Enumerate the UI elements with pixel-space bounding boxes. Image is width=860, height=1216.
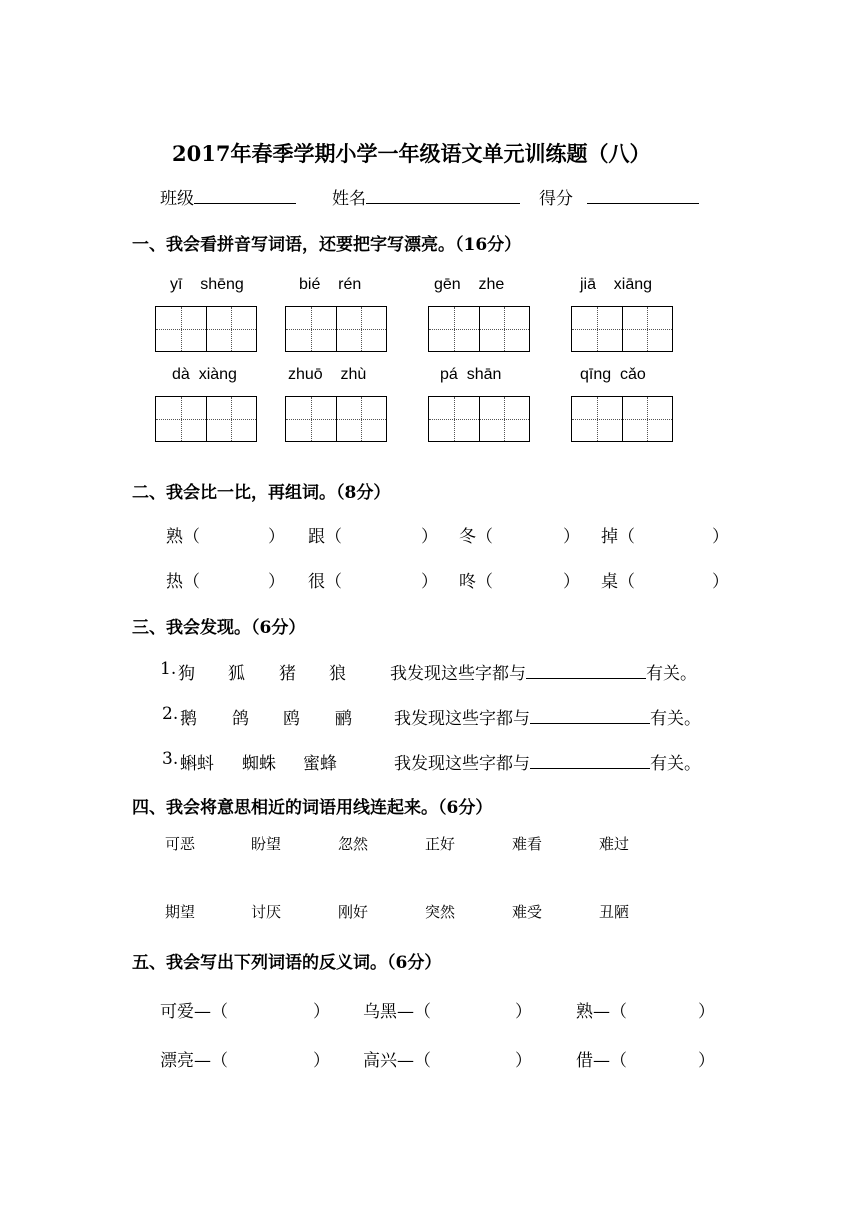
- section3-heading: 三、我会发现。（6分）: [132, 618, 306, 638]
- discover-num: 1.: [160, 659, 177, 679]
- match-word-bottom[interactable]: 讨厌: [251, 903, 282, 921]
- pinyin-1-3: gēn zhe: [434, 276, 505, 293]
- writing-grid[interactable]: [428, 306, 530, 352]
- answer-blank[interactable]: [530, 751, 650, 769]
- discover-word: 鹅: [180, 709, 197, 729]
- answer-close: ）: [313, 1051, 330, 1071]
- match-word-bottom[interactable]: 刚好: [338, 903, 369, 921]
- match-word-top[interactable]: 盼望: [251, 835, 282, 853]
- antonym-item: 乌黑—（: [363, 1002, 431, 1022]
- answer-close: ）: [313, 1002, 330, 1022]
- section1-heading: 一、我会看拼音写词语，还要把字写漂亮。（16分）: [132, 235, 522, 255]
- compare-item: 热（: [166, 572, 200, 592]
- discover-word: 狼: [329, 664, 346, 684]
- discover-word: 鸽: [232, 709, 249, 729]
- discover-num: 3.: [162, 749, 179, 769]
- answer-close: ）: [698, 1002, 715, 1022]
- pinyin-2-4: qīng cǎo: [580, 366, 646, 383]
- section2-heading: 二、我会比一比，再组词。（8分）: [132, 483, 391, 503]
- writing-grid[interactable]: [155, 306, 257, 352]
- antonym-item: 可爱—（: [160, 1002, 228, 1022]
- answer-blank[interactable]: [526, 661, 646, 679]
- score-blank[interactable]: [587, 186, 699, 204]
- compare-item: 桌（: [601, 572, 635, 592]
- pinyin-2-1: dà xiàng: [172, 366, 237, 383]
- answer-close: ）: [421, 527, 438, 547]
- name-blank[interactable]: [366, 186, 520, 204]
- antonym-item: 高兴—（: [363, 1051, 431, 1071]
- answer-close: ）: [698, 1051, 715, 1071]
- discover-word: 蜜蜂: [303, 754, 337, 774]
- discover-word: 鸥: [283, 709, 300, 729]
- discover-word: 鹂: [335, 709, 352, 729]
- pinyin-1-2: bié rén: [299, 276, 362, 293]
- compare-item: 冬（: [459, 527, 493, 547]
- answer-close: ）: [268, 527, 285, 547]
- match-word-top[interactable]: 难过: [599, 835, 630, 853]
- pinyin-1-4: jiā xiāng: [580, 276, 653, 293]
- answer-close: ）: [268, 572, 285, 592]
- discover-word: 猪: [279, 664, 296, 684]
- match-word-top[interactable]: 正好: [425, 835, 456, 853]
- pinyin-1-1: yī shēng: [170, 276, 244, 293]
- antonym-item: 借—（: [576, 1051, 627, 1071]
- answer-close: ）: [712, 527, 729, 547]
- compare-item: 跟（: [308, 527, 342, 547]
- match-word-bottom[interactable]: 丑陋: [599, 903, 630, 921]
- name-label: 姓名: [332, 189, 366, 209]
- class-label: 班级: [160, 189, 194, 209]
- answer-close: ）: [563, 572, 580, 592]
- discover-word: 狗: [178, 664, 195, 684]
- answer-blank[interactable]: [530, 706, 650, 724]
- discover-word: 蜘蛛: [242, 754, 276, 774]
- compare-item: 掉（: [601, 527, 635, 547]
- answer-close: ）: [563, 527, 580, 547]
- match-word-bottom[interactable]: 突然: [425, 903, 456, 921]
- class-field[interactable]: [160, 184, 296, 209]
- answer-close: ）: [712, 572, 729, 592]
- discover-word: 狐: [228, 664, 245, 684]
- writing-grid[interactable]: [571, 396, 673, 442]
- section5-heading: 五、我会写出下列词语的反义词。（6分）: [132, 953, 442, 973]
- name-field[interactable]: [332, 184, 520, 209]
- score-field[interactable]: [539, 184, 699, 209]
- discover-prompt: 我发现这些字都与 有关。: [394, 704, 701, 729]
- match-word-bottom[interactable]: 期望: [165, 903, 196, 921]
- score-label: 得分: [539, 189, 573, 209]
- answer-close: ）: [421, 572, 438, 592]
- page-title: 2017年春季学期小学一年级语文单元训练题（八）: [172, 141, 651, 166]
- discover-prompt: 我发现这些字都与 有关。: [394, 749, 701, 774]
- discover-num: 2.: [162, 704, 179, 724]
- answer-close: ）: [515, 1002, 532, 1022]
- writing-grid[interactable]: [285, 306, 387, 352]
- writing-grid[interactable]: [571, 306, 673, 352]
- discover-prompt: 我发现这些字都与 有关。: [390, 659, 697, 684]
- match-word-top[interactable]: 难看: [512, 835, 543, 853]
- match-word-bottom[interactable]: 难受: [512, 903, 543, 921]
- match-word-top[interactable]: 忽然: [338, 835, 369, 853]
- writing-grid[interactable]: [155, 396, 257, 442]
- compare-item: 很（: [308, 572, 342, 592]
- compare-item: 咚（: [459, 572, 493, 592]
- match-word-top[interactable]: 可恶: [165, 835, 196, 853]
- writing-grid[interactable]: [428, 396, 530, 442]
- class-blank[interactable]: [194, 186, 296, 204]
- pinyin-2-2: zhuō zhù: [288, 366, 367, 383]
- antonym-item: 熟—（: [576, 1002, 627, 1022]
- section4-heading: 四、我会将意思相近的词语用线连起来。（6分）: [132, 798, 493, 818]
- answer-close: ）: [515, 1051, 532, 1071]
- writing-grid[interactable]: [285, 396, 387, 442]
- pinyin-2-3: pá shān: [440, 366, 502, 383]
- antonym-item: 漂亮—（: [160, 1051, 228, 1071]
- discover-word: 蝌蚪: [180, 754, 214, 774]
- compare-item: 熟（: [166, 527, 200, 547]
